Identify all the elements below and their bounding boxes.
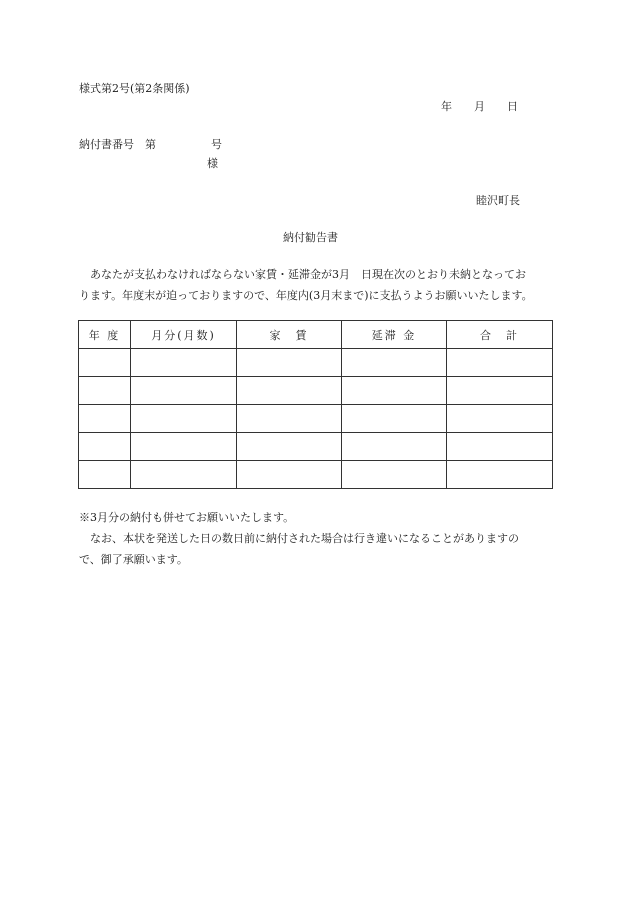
note-line: ※3月分の納付も併せてお願いいたします。: [79, 511, 295, 524]
table-cell[interactable]: [79, 405, 131, 433]
table-cell[interactable]: [342, 405, 447, 433]
table-cell[interactable]: [131, 349, 237, 377]
table-cell[interactable]: [447, 349, 553, 377]
col-header-total: 合 計: [447, 321, 553, 349]
date-line: 年 月 日: [441, 100, 518, 113]
table-cell[interactable]: [79, 349, 131, 377]
body-paragraph: [79, 264, 553, 306]
table-cell[interactable]: [447, 461, 553, 489]
notice-number: 納付書番号 第 号: [79, 138, 222, 151]
arrears-table: [78, 320, 553, 489]
table-cell[interactable]: [447, 405, 553, 433]
notes-block: [79, 507, 553, 570]
table-cell[interactable]: [447, 377, 553, 405]
table-cell[interactable]: [79, 433, 131, 461]
table-cell[interactable]: [237, 461, 342, 489]
body-line: あなたが支払わなければならない家賃・延滞金が3月 日現在次のとおり未納となってお: [79, 268, 526, 281]
col-header-late-fee: 延滞 金: [342, 321, 447, 349]
table-row: [79, 405, 553, 433]
table-row: [79, 433, 553, 461]
table-cell[interactable]: [237, 377, 342, 405]
table-row: [79, 377, 553, 405]
table-cell[interactable]: [131, 405, 237, 433]
note-line: で、御了承願います。: [79, 553, 188, 566]
table-cell[interactable]: [131, 433, 237, 461]
table-header-row: [79, 321, 553, 349]
document-title: 納付勧告書: [283, 231, 338, 244]
table-cell[interactable]: [131, 377, 237, 405]
table-cell[interactable]: [342, 349, 447, 377]
col-header-months: 月分(月数): [131, 321, 237, 349]
table-cell[interactable]: [342, 377, 447, 405]
table-cell[interactable]: [79, 377, 131, 405]
table-row: [79, 349, 553, 377]
table-cell[interactable]: [342, 433, 447, 461]
table-cell[interactable]: [237, 405, 342, 433]
table-cell[interactable]: [237, 433, 342, 461]
table-cell[interactable]: [342, 461, 447, 489]
sender-name: 睦沢町長: [476, 194, 520, 207]
table-cell[interactable]: [447, 433, 553, 461]
body-line: ります。年度末が迫っておりますので、年度内(3月末まで)に支払うようお願いいたします。: [79, 289, 533, 302]
table-cell[interactable]: [237, 349, 342, 377]
form-label: 様式第2号(第2条関係): [79, 82, 190, 95]
col-header-fiscal-year: 年 度: [79, 321, 131, 349]
addressee-suffix: 様: [207, 157, 218, 170]
table-cell[interactable]: [79, 461, 131, 489]
table-cell[interactable]: [131, 461, 237, 489]
note-line: なお、本状を発送した日の数日前に納付された場合は行き違いになることがありますの: [79, 532, 519, 545]
table-row: [79, 461, 553, 489]
col-header-rent: 家 賃: [237, 321, 342, 349]
